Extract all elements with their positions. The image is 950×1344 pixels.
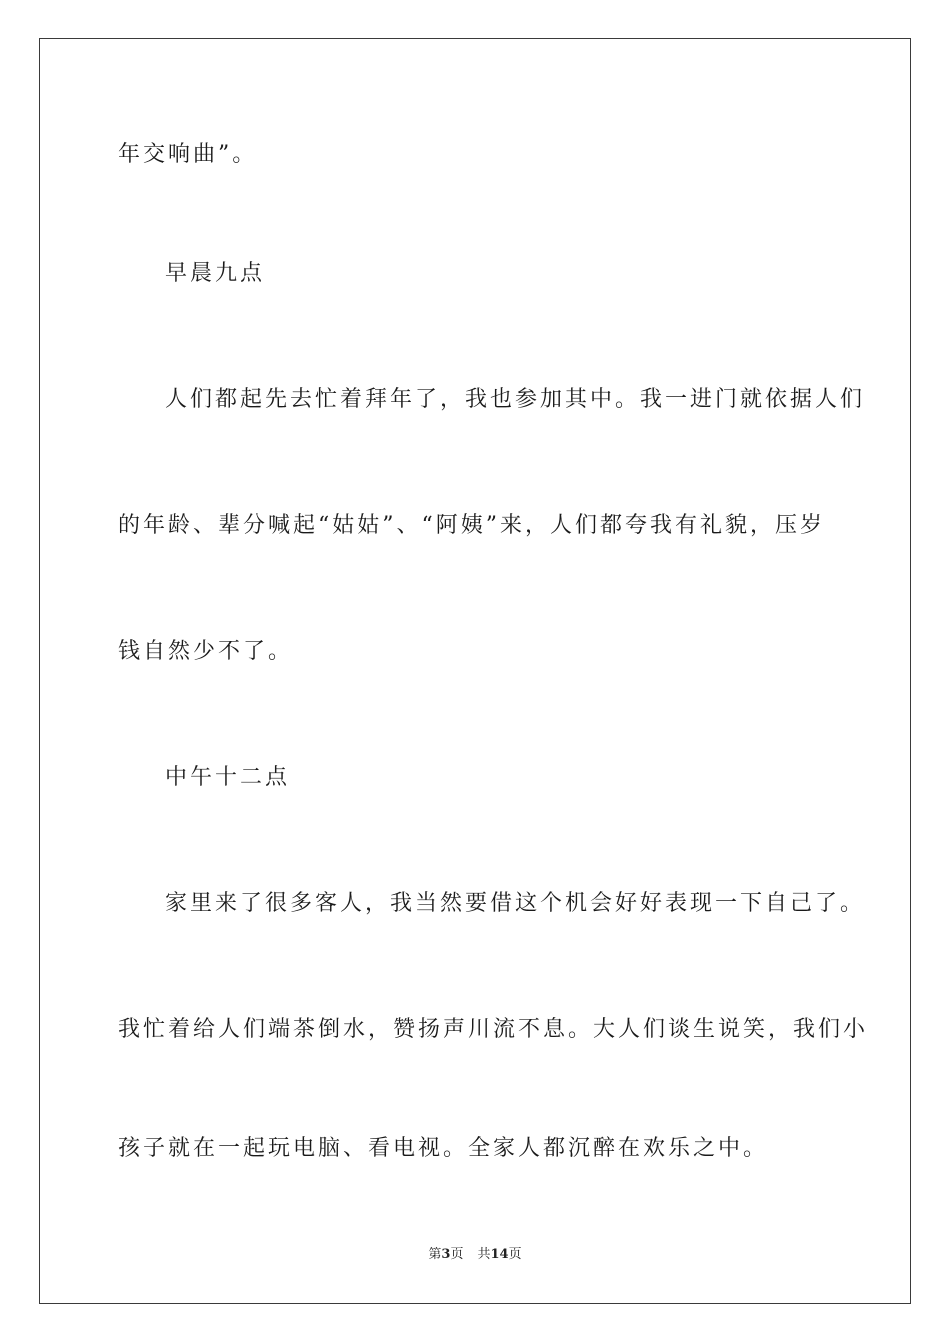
page-border <box>39 38 911 1304</box>
text-line-7: 家里来了很多客人，我当然要借这个机会好好表现一下自己了。 <box>165 891 866 916</box>
page-footer <box>0 1246 950 1264</box>
text-line-5: 钱自然少不了。 <box>118 639 294 664</box>
page-number: 3 <box>441 1247 451 1262</box>
text-line-1: 年交响曲”。 <box>118 142 258 167</box>
text-line-4: 的年龄、辈分喊起“姑姑”、“阿姨”来，人们都夸我有礼貌，压岁 <box>118 513 825 538</box>
section-heading-morning: 早晨九点 <box>165 261 266 286</box>
text-line-9: 孩子就在一起玩电脑、看电视。全家人都沉醉在欢乐之中。 <box>118 1136 769 1161</box>
page-suffix: 页 <box>450 1247 464 1262</box>
section-heading-noon: 中午十二点 <box>165 765 291 790</box>
total-prefix: 共 <box>477 1247 491 1262</box>
text-line-3: 人们都起先去忙着拜年了，我也参加其中。我一进门就依据人们 <box>165 387 866 412</box>
text-line-8: 我忙着给人们端茶倒水，赞扬声川流不息。大人们谈生说笑，我们小 <box>118 1017 869 1042</box>
total-pages: 14 <box>490 1247 509 1262</box>
total-suffix: 页 <box>508 1247 522 1262</box>
page-prefix: 第 <box>428 1247 442 1262</box>
